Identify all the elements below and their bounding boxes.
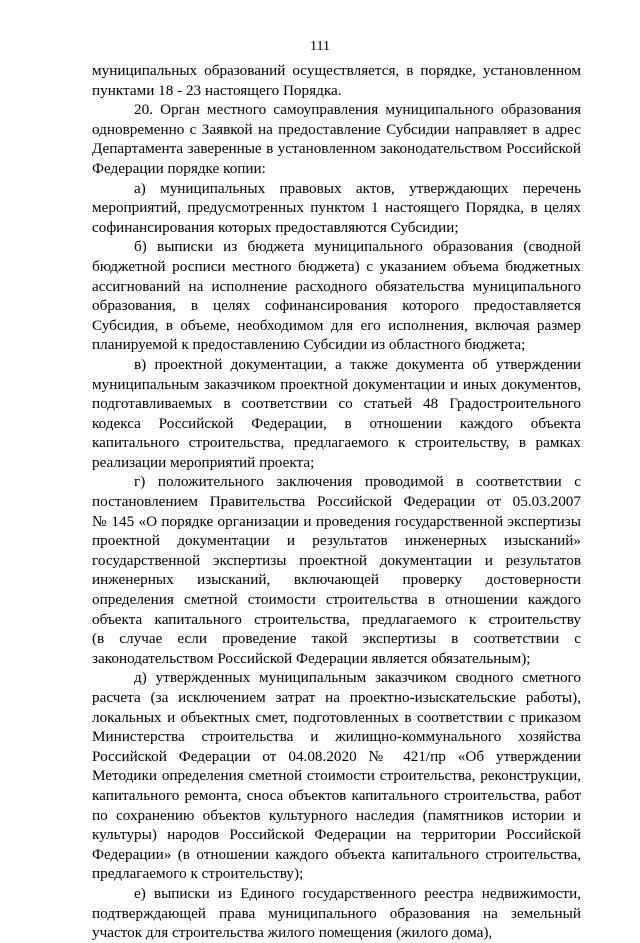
text-line: культуры) народов Российской Федерации на территории Российской — [92, 826, 581, 844]
text-line: одновременно с Заявкой на предоставление Субсидии направляет в адрес — [92, 120, 581, 138]
text-line: проектной документации и результатов инженерных изысканий» — [92, 532, 581, 550]
text-line: в) проектной документации, а также документа об утверждении — [134, 355, 581, 373]
text-line: софинансирования которых предоставляются Субсидии; — [92, 218, 459, 236]
paragraph-pg — [92, 472, 581, 668]
text-line: Федерации порядке копии: — [92, 159, 266, 177]
text-line: (в случае если проведение такой экспертизы в соответствии с — [92, 630, 581, 648]
text-line: расчета (за исключением затрат на проектно-изыскательские работы), — [92, 689, 581, 706]
text-line: планируемой к предоставлению Субсидии из областного бюджета; — [92, 336, 526, 354]
text-line: законодательством Российской Федерации является обязательным); — [92, 649, 531, 667]
paragraph-intro — [92, 61, 581, 100]
text-line: а) муниципальных правовых актов, утверждающих перечень — [134, 179, 581, 197]
text-line: объекта капитального строительства, предлагаемого к строительству — [92, 610, 581, 628]
text-line: инженерных изысканий, включающей проверку достоверности — [92, 571, 581, 589]
document-body — [92, 61, 581, 943]
text-line: участок для строительства жилого помещения (жилого дома), — [92, 924, 493, 942]
text-line: мероприятий, предусмотренных пунктом 1 настоящего Порядка, в целях — [92, 199, 581, 217]
text-line: д) утвержденных муниципальным заказчиком сводного сметного — [134, 669, 581, 687]
text-line: Министерства строительства и жилищно-коммунального хозяйства — [92, 728, 581, 746]
paragraph-pe — [92, 884, 581, 943]
paragraph-pb — [92, 237, 581, 355]
text-line: № 145 «О порядке организации и проведения государственной экспертизы — [92, 512, 581, 530]
text-line: б) выписки из бюджета муниципального образования (сводной — [134, 238, 581, 256]
text-line: Методики определения сметной стоимости строительства, реконструкции, — [92, 767, 581, 785]
text-line: образования, в целях софинансирования которого предоставляется — [92, 297, 581, 315]
text-line: пунктами 18 - 23 настоящего Порядка. — [92, 81, 342, 99]
text-line: муниципальных образований осуществляется, в порядке, установленном — [92, 62, 581, 79]
page-number: 111 — [310, 39, 330, 54]
text-line: Российской Федерации от 04.08.2020 № 421/пр «Об утверждении — [92, 747, 581, 765]
text-line: подтверждающей права муниципального образования на земельный — [92, 904, 581, 922]
text-line: капитального строительства, предлагаемого к строительству, в рамках — [92, 434, 581, 452]
text-line: по сохранению объектов культурного наследия (памятников истории и — [92, 806, 581, 824]
text-line: Департамента заверенные в установленном законодательством Российской — [92, 140, 581, 158]
paragraph-pa — [92, 179, 581, 238]
text-line: бюджетной росписи местного бюджета) с указанием объема бюджетных — [92, 257, 581, 275]
text-line: муниципальным заказчиком проектной документации и иных документов, — [92, 375, 581, 393]
text-line: определения сметной стоимости строительства в отношении каждого — [92, 591, 581, 609]
paragraph-pv — [92, 355, 581, 473]
text-line: г) положительного заключения проводимой в соответствии с — [134, 473, 581, 491]
text-line: ассигнований на исполнение расходного обязательства муниципального — [92, 277, 581, 295]
paragraph-pd — [92, 668, 581, 884]
text-line: подготавливаемых в соответствии со статьей 48 Градостроительного — [92, 395, 581, 413]
text-line: государственной экспертизы проектной документации и результатов — [92, 551, 581, 569]
text-line: кодекса Российской Федерации, в отношении каждого объекта — [92, 414, 581, 432]
text-line: предлагаемого к строительству); — [92, 865, 304, 883]
paragraph-p20 — [92, 100, 581, 178]
text-line: 20. Орган местного самоуправления муниципального образования — [134, 101, 581, 119]
text-line: е) выписки из Единого государственного реестра недвижимости, — [134, 884, 581, 902]
text-line: реализации мероприятий проекта; — [92, 453, 315, 471]
text-line: капитального ремонта, сноса объектов капитального строительства, работ — [92, 786, 581, 804]
text-line: Федерации» (в отношении каждого объекта капитального строительства, — [92, 845, 581, 863]
text-line: постановлением Правительства Российской Федерации от 05.03.2007 — [92, 493, 581, 511]
text-line: локальных и объектных смет, подготовленных в соответствии с приказом — [92, 708, 581, 726]
text-line: Субсидия, в объеме, необходимом для его исполнения, включая размер — [92, 316, 581, 334]
